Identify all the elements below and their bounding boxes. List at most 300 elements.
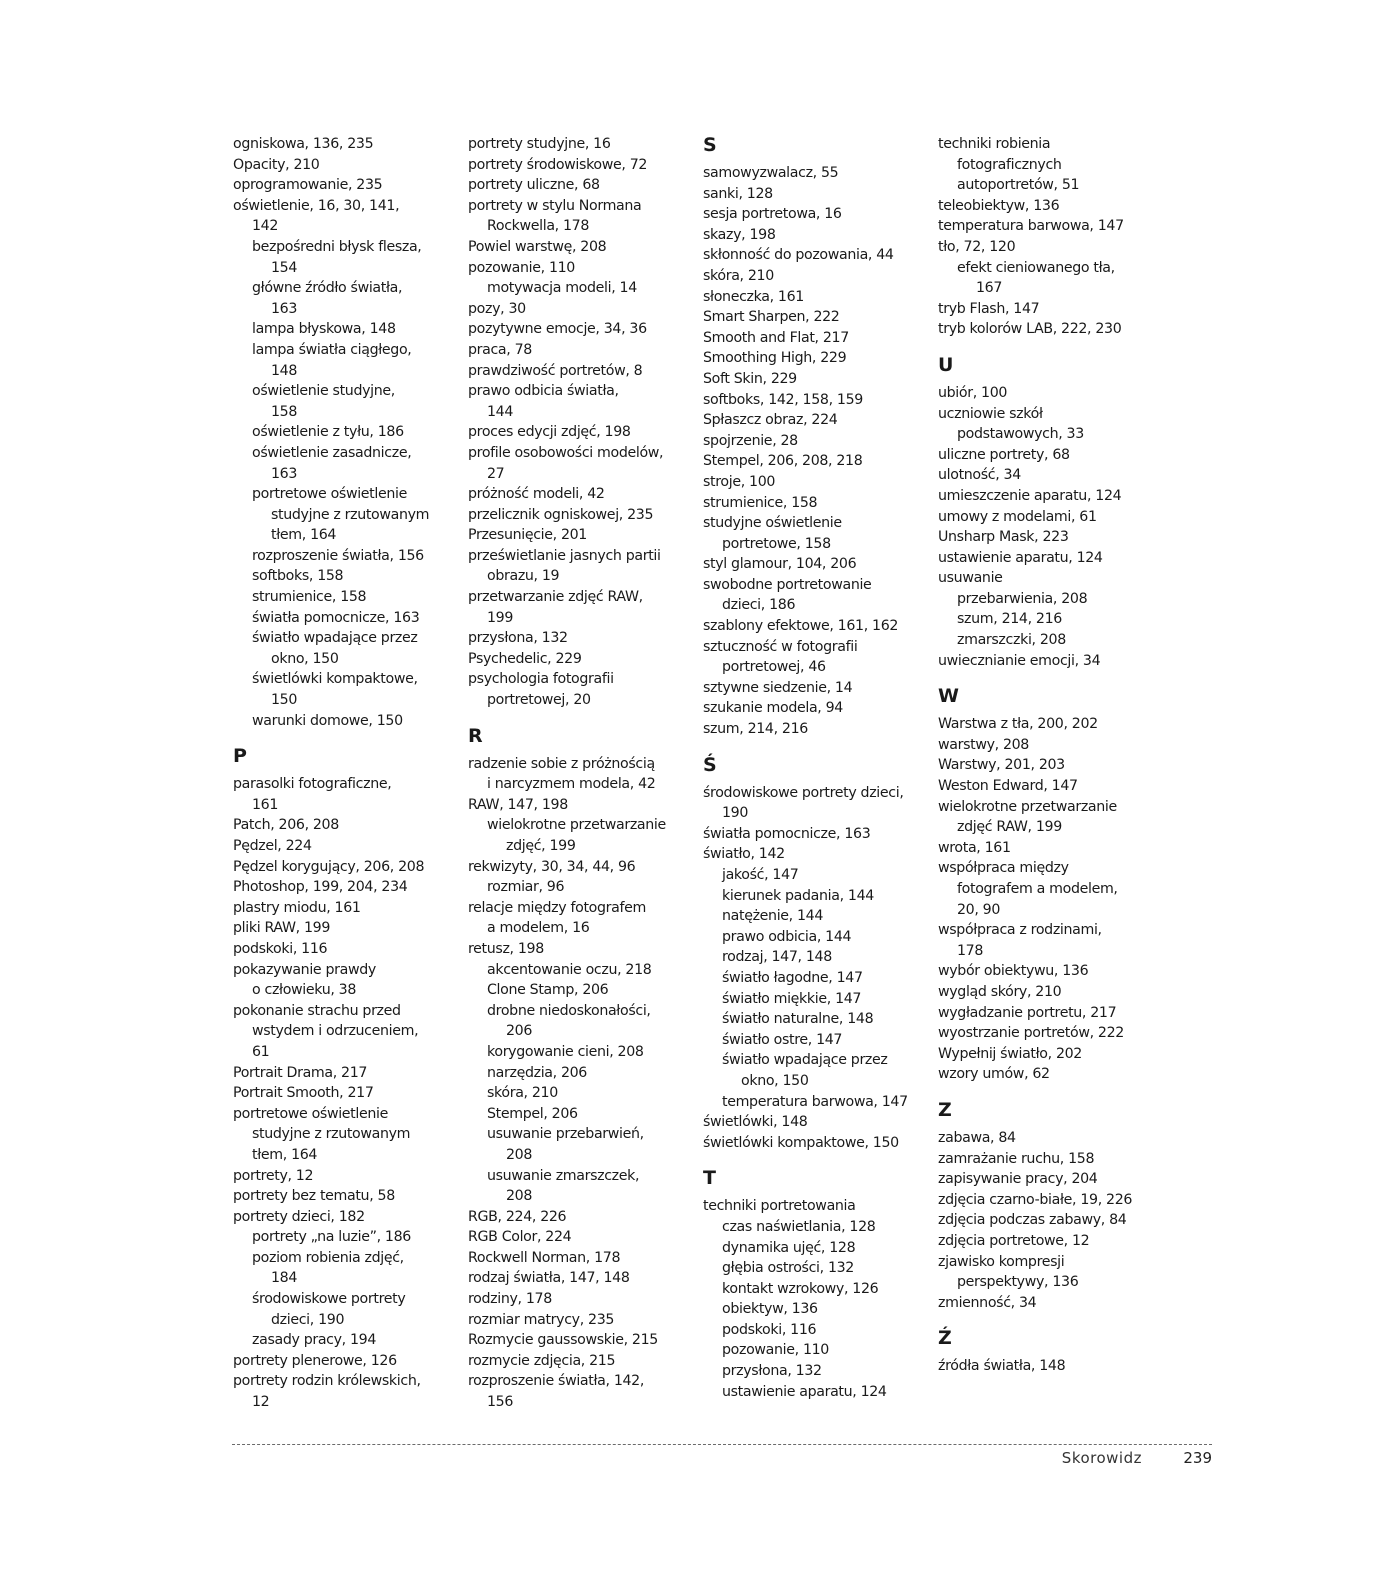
index-entry-text: ustawienie aparatu, 124 — [938, 549, 1103, 566]
index-entry-continuation: studyjne z rzutowanym — [271, 506, 430, 523]
index-entry-text: światło ostre, 147 — [722, 1031, 843, 1048]
index-entry — [938, 383, 1168, 404]
index-entry — [233, 1371, 463, 1412]
index-entry — [703, 451, 933, 472]
index-subentry — [233, 608, 463, 629]
index-entry-text: środowiskowe portrety — [252, 1291, 406, 1308]
index-entry-text: obiektyw, 136 — [722, 1301, 818, 1318]
index-entry-text: narzędzia, 206 — [487, 1064, 587, 1081]
index-entry-text: współpraca między — [938, 860, 1069, 877]
index-entry — [938, 1231, 1168, 1252]
section-letter: T — [703, 1167, 716, 1190]
index-entry — [468, 857, 698, 878]
index-entry — [938, 1044, 1168, 1065]
index-entry-text: lampa błyskowa, 148 — [252, 321, 396, 338]
index-entry — [938, 445, 1168, 466]
index-entry-text: Opacity, 210 — [233, 156, 320, 173]
index-entry-text: Pędzel korygujący, 206, 208 — [233, 858, 425, 875]
index-subentry — [703, 1320, 933, 1341]
index-entry — [938, 568, 1168, 589]
index-entry-text: rodzaj, 147, 148 — [722, 949, 832, 966]
index-subentry — [233, 587, 463, 608]
index-entry-text: techniki portretowania — [703, 1198, 856, 1215]
index-entry — [468, 1371, 698, 1412]
index-entry — [468, 1227, 698, 1248]
index-entry-text: rozproszenie światła, 156 — [252, 547, 424, 564]
index-entry — [938, 134, 1168, 196]
index-entry-text: świetlówki, 148 — [703, 1114, 808, 1131]
index-entry-text: samowyzwalacz, 55 — [703, 165, 839, 181]
index-subentry — [233, 711, 463, 732]
index-subentry — [233, 546, 463, 567]
index-entry-continuation: dzieci, 190 — [271, 1311, 345, 1328]
index-entry-text: próżność modeli, 42 — [468, 486, 605, 503]
index-entry-continuation: a modelem, 16 — [487, 920, 590, 937]
index-entry-text: Portrait Smooth, 217 — [233, 1085, 374, 1102]
index-column-4 — [938, 134, 1168, 1377]
index-entry — [468, 319, 698, 340]
index-entry-text: Smart Sharpen, 222 — [703, 309, 840, 326]
index-entry — [468, 628, 698, 649]
index-entry-text: parasolki fotograficzne, — [233, 776, 392, 793]
index-subentry — [703, 1258, 933, 1279]
index-entry-text: zjawisko kompresji — [938, 1253, 1065, 1270]
index-entry — [938, 507, 1168, 528]
index-subentry — [703, 906, 933, 927]
index-entry-continuation: 156 — [487, 1394, 514, 1411]
index-entry-text: portrety, 12 — [233, 1167, 314, 1184]
index-entry — [233, 1063, 463, 1084]
index-entry — [938, 196, 1168, 217]
index-entry — [233, 1351, 463, 1372]
index-entry — [468, 1248, 698, 1269]
index-entry-text: rekwizyty, 30, 34, 44, 96 — [468, 858, 636, 875]
index-entry — [938, 1023, 1168, 1044]
index-entry — [703, 204, 933, 225]
index-entry — [233, 877, 463, 898]
index-subentry — [233, 1227, 463, 1248]
index-entry-continuation: 161 — [252, 796, 279, 813]
index-subentry — [703, 886, 933, 907]
section-letter: S — [703, 134, 717, 156]
index-entry — [703, 184, 933, 205]
index-entry — [233, 939, 463, 960]
index-entry — [938, 527, 1168, 548]
index-entry-text: portretowe oświetlenie — [252, 486, 407, 503]
index-subentry — [703, 865, 933, 886]
index-entry — [938, 1293, 1168, 1314]
index-entry-text: Soft Skin, 229 — [703, 370, 797, 387]
index-entry-text: skóra, 210 — [703, 267, 774, 284]
index-subentry — [468, 1104, 698, 1125]
index-entry — [468, 587, 698, 628]
index-entry-text: Przesunięcie, 201 — [468, 527, 587, 544]
index-subentry — [703, 1279, 933, 1300]
index-entry-text: wybór obiektywu, 136 — [938, 963, 1089, 980]
index-subentry — [233, 566, 463, 587]
index-entry-text: warstwy, 208 — [938, 736, 1029, 753]
index-entry-text: usuwanie przebarwień, — [487, 1126, 644, 1143]
index-subentry — [233, 1330, 463, 1351]
index-subentry — [233, 669, 463, 710]
index-entry-continuation: studyjne z rzutowanym — [252, 1126, 411, 1143]
index-entry-text: źródła światła, 148 — [938, 1358, 1066, 1375]
index-entry — [468, 175, 698, 196]
index-subentry — [703, 927, 933, 948]
index-entry-text: Stempel, 206 — [487, 1105, 578, 1122]
index-entry — [938, 1190, 1168, 1211]
index-entry-text: szukanie modela, 94 — [703, 700, 843, 717]
index-entry-text: pozytywne emocje, 34, 36 — [468, 321, 647, 338]
index-entry-text: Rozmycie gaussowskie, 215 — [468, 1332, 658, 1349]
index-entry-text: usuwanie zmarszczek, — [487, 1167, 640, 1184]
index-entry-text: usuwanie — [938, 570, 1003, 587]
index-entry-text: natężenie, 144 — [722, 908, 824, 925]
index-entry-text: świetlówki kompaktowe, — [252, 671, 418, 688]
index-entry-text: światło naturalne, 148 — [722, 1011, 874, 1028]
index-entry — [938, 776, 1168, 797]
index-subentry — [938, 609, 1168, 630]
index-subentry — [233, 319, 463, 340]
index-entry-text: szum, 214, 216 — [957, 611, 1062, 628]
index-entry-text: głębia ostrości, 132 — [722, 1260, 854, 1277]
index-entry — [468, 754, 698, 795]
index-entry-text: portrety rodzin królewskich, — [233, 1373, 421, 1390]
index-entry-text: portretowe oświetlenie — [233, 1105, 388, 1122]
index-entry — [938, 858, 1168, 920]
index-entry-text: zamrażanie ruchu, 158 — [938, 1150, 1095, 1167]
index-entry-text: wielokrotne przetwarzanie — [938, 798, 1117, 815]
index-subentry — [703, 1092, 933, 1113]
index-entry — [703, 225, 933, 246]
index-entry-continuation: 20, 90 — [957, 901, 1001, 918]
index-entry-text: Psychedelic, 229 — [468, 650, 582, 667]
index-entry — [938, 1356, 1168, 1377]
index-entry-text: Weston Edward, 147 — [938, 778, 1078, 795]
index-entry-text: podskoki, 116 — [722, 1321, 817, 1338]
index-entry-text: światło, 142 — [703, 846, 785, 863]
index-entry-text: plastry miodu, 161 — [233, 899, 361, 916]
index-entry — [468, 649, 698, 670]
index-subentry — [703, 1050, 933, 1091]
index-entry-text: ubiór, 100 — [938, 384, 1008, 401]
index-entry — [233, 1207, 463, 1228]
index-entry-text: rozproszenie światła, 142, — [468, 1373, 645, 1390]
index-subentry — [468, 278, 698, 299]
index-entry-text: strumienice, 158 — [252, 589, 367, 606]
index-entry-text: szablony efektowe, 161, 162 — [703, 618, 899, 635]
index-entry — [938, 216, 1168, 237]
index-entry — [703, 369, 933, 390]
index-entry — [468, 795, 698, 816]
index-entry-text: przysłona, 132 — [468, 630, 568, 647]
index-subentry — [468, 1083, 698, 1104]
index-entry-continuation: fotografem a modelem, — [957, 881, 1118, 897]
index-entry — [703, 719, 933, 740]
index-subentry — [468, 1042, 698, 1063]
index-entry-text: pozowanie, 110 — [722, 1342, 829, 1359]
index-entry-text: softboks, 158 — [252, 568, 344, 585]
index-entry-continuation: tłem, 164 — [271, 527, 337, 544]
index-subentry — [703, 989, 933, 1010]
index-entry — [938, 465, 1168, 486]
index-entry-text: światła pomocnicze, 163 — [252, 609, 420, 626]
index-entry-text: portrety środowiskowe, 72 — [468, 156, 648, 173]
index-entry — [938, 651, 1168, 672]
index-entry-text: spojrzenie, 28 — [703, 432, 798, 449]
index-entry-text: portrety „na luzie”, 186 — [252, 1229, 411, 1246]
index-entry-text: sanki, 128 — [703, 185, 773, 202]
index-entry-continuation: autoportretów, 51 — [957, 177, 1080, 194]
index-entry-text: zmarszczki, 208 — [957, 632, 1066, 649]
index-entry-text: rodzaj światła, 147, 148 — [468, 1270, 630, 1287]
index-subentry — [703, 968, 933, 989]
index-entry-continuation: zdjęć RAW, 199 — [957, 819, 1062, 836]
index-entry-continuation: zdjęć, 199 — [506, 838, 576, 854]
index-subentry — [233, 1289, 463, 1330]
index-entry-text: zdjęcia podczas zabawy, 84 — [938, 1212, 1127, 1229]
index-entry — [468, 1207, 698, 1228]
index-entry — [468, 196, 698, 237]
index-entry-text: zapisywanie pracy, 204 — [938, 1171, 1098, 1188]
index-entry-text: prawdziwość portretów, 8 — [468, 362, 643, 379]
index-entry-text: pozowanie, 110 — [468, 259, 575, 276]
index-entry — [703, 1133, 933, 1154]
index-entry-text: świetlówki kompaktowe, 150 — [703, 1134, 899, 1151]
index-entry-text: sesja portretowa, 16 — [703, 206, 842, 223]
index-subentry — [233, 1248, 463, 1289]
index-entry-text: pokonanie strachu przed — [233, 1002, 401, 1019]
index-entry-text: wyostrzanie portretów, 222 — [938, 1025, 1124, 1042]
index-entry — [468, 484, 698, 505]
index-entry-text: warunki domowe, 150 — [252, 712, 403, 729]
index-subentry — [233, 443, 463, 484]
index-entry-text: światło miękkie, 147 — [722, 990, 862, 1007]
index-entry — [938, 755, 1168, 776]
index-entry-continuation: o człowieku, 38 — [252, 982, 357, 999]
index-entry-text: psychologia fotografii — [468, 671, 614, 688]
index-entry-text: Warstwa z tła, 200, 202 — [938, 716, 1098, 733]
index-entry — [938, 920, 1168, 961]
index-subentry — [468, 815, 698, 856]
index-entry-text: skazy, 198 — [703, 226, 776, 243]
index-entry-text: softboks, 142, 158, 159 — [703, 391, 863, 408]
index-entry-text: oświetlenie studyjne, — [252, 383, 395, 400]
index-entry-continuation: okno, 150 — [271, 650, 339, 667]
index-entry-continuation: 206 — [506, 1023, 533, 1040]
index-entry — [938, 1169, 1168, 1190]
index-entry-continuation: 178 — [957, 942, 984, 959]
index-entry-text: zdjęcia portretowe, 12 — [938, 1232, 1090, 1249]
index-entry — [703, 472, 933, 493]
index-subentry — [468, 1166, 698, 1207]
running-title: Skorowidz — [1061, 1449, 1142, 1467]
index-entry — [938, 1003, 1168, 1024]
index-entry — [233, 836, 463, 857]
index-entry-text: Clone Stamp, 206 — [487, 982, 609, 999]
section-letter: U — [938, 353, 954, 376]
index-subentry — [703, 1340, 933, 1361]
index-entry-text: strumienice, 158 — [703, 494, 818, 511]
index-entry — [703, 410, 933, 431]
section-letter: Z — [938, 1098, 952, 1121]
index-entry — [938, 982, 1168, 1003]
index-entry-continuation: wstydem i odrzuceniem, — [252, 1023, 419, 1040]
index-entry-text: Spłaszcz obraz, 224 — [703, 412, 838, 429]
index-entry — [468, 669, 698, 710]
index-entry-text: ogniskowa, 136, 235 — [233, 136, 374, 152]
index-entry-text: relacje między fotografem — [468, 899, 646, 916]
index-entry-text: ulotność, 34 — [938, 467, 1021, 484]
index-entry-text: środowiskowe portrety dzieci, — [703, 784, 904, 801]
index-entry-text: czas naświetlania, 128 — [722, 1218, 876, 1235]
index-entry-text: wygląd skóry, 210 — [938, 983, 1062, 1000]
index-subentry — [233, 340, 463, 381]
index-subentry — [703, 1217, 933, 1238]
index-entry — [703, 245, 933, 266]
index-entry-text: Smooth and Flat, 217 — [703, 329, 849, 346]
index-entry — [233, 1083, 463, 1104]
index-entry-text: wzory umów, 62 — [938, 1066, 1050, 1083]
index-entry-text: Wypełnij światło, 202 — [938, 1045, 1082, 1062]
index-entry-text: portrety bez tematu, 58 — [233, 1188, 395, 1205]
index-entry-continuation: obrazu, 19 — [487, 568, 560, 585]
index-entry-continuation: 142 — [252, 218, 279, 235]
index-entry-text: szum, 214, 216 — [703, 721, 808, 738]
index-entry-continuation: okno, 150 — [741, 1072, 809, 1089]
index-subentry — [468, 1124, 698, 1165]
index-entry-text: skłonność do pozowania, 44 — [703, 247, 894, 264]
index-entry — [468, 1310, 698, 1331]
index-entry-continuation: i narcyzmem modela, 42 — [487, 776, 656, 793]
index-entry-text: tryb kolorów LAB, 222, 230 — [938, 321, 1122, 338]
index-entry-text: umowy z modelami, 61 — [938, 508, 1097, 525]
index-entry — [703, 554, 933, 575]
index-entry — [938, 838, 1168, 859]
index-entry-continuation: portretowe, 158 — [722, 535, 831, 552]
index-entry-text: jakość, 147 — [722, 867, 799, 883]
index-subentry — [938, 589, 1168, 610]
index-entry — [468, 546, 698, 587]
index-entry-text: Smoothing High, 229 — [703, 350, 847, 367]
index-entry — [233, 815, 463, 836]
index-subentry — [233, 422, 463, 443]
index-entry-text: portrety studyjne, 16 — [468, 136, 611, 152]
index-column-3 — [703, 134, 933, 1402]
index-entry-text: prawo odbicia, 144 — [722, 928, 852, 945]
index-entry — [468, 340, 698, 361]
index-entry-text: współpraca z rodzinami, — [938, 922, 1102, 939]
index-entry-continuation: 12 — [252, 1394, 270, 1411]
index-entry — [703, 287, 933, 308]
index-entry — [938, 961, 1168, 982]
index-entry — [703, 1112, 933, 1133]
index-entry-text: uczniowie szkół — [938, 405, 1043, 422]
index-entry — [703, 328, 933, 349]
index-entry-text: wygładzanie portretu, 217 — [938, 1004, 1117, 1021]
index-entry-continuation: fotograficznych — [957, 156, 1062, 173]
index-entry-text: sztuczność w fotografii — [703, 638, 858, 655]
index-entry-continuation: 148 — [271, 362, 298, 379]
index-entry — [703, 698, 933, 719]
index-entry-text: motywacja modeli, 14 — [487, 280, 637, 297]
index-entry-text: podskoki, 116 — [233, 940, 328, 957]
index-entry-text: zdjęcia czarno-białe, 19, 226 — [938, 1191, 1133, 1208]
index-subentry — [938, 630, 1168, 651]
index-entry-text: Rockwell Norman, 178 — [468, 1249, 621, 1266]
index-entry-text: rodziny, 178 — [468, 1291, 552, 1308]
index-subentry — [703, 1009, 933, 1030]
index-subentry — [468, 877, 698, 898]
index-subentry — [703, 1030, 933, 1051]
index-entry — [233, 155, 463, 176]
index-entry — [938, 319, 1168, 340]
index-subentry — [468, 1001, 698, 1042]
index-entry-text: Patch, 206, 208 — [233, 817, 339, 834]
index-subentry — [703, 1361, 933, 1382]
index-entry-text: poziom robienia zdjęć, — [252, 1249, 404, 1266]
index-entry-text: radzenie sobie z próżnością — [468, 755, 655, 772]
index-subentry — [468, 1063, 698, 1084]
index-entry — [703, 307, 933, 328]
index-entry-text: oświetlenie, 16, 30, 141, — [233, 197, 400, 214]
index-entry-continuation: 61 — [252, 1043, 270, 1060]
page-number: 239 — [1183, 1449, 1212, 1467]
index-entry — [233, 960, 463, 1001]
index-entry-text: główne źródło światła, — [252, 280, 403, 297]
index-entry-text: wielokrotne przetwarzanie — [487, 817, 666, 834]
index-entry — [233, 1166, 463, 1187]
index-entry-text: słoneczka, 161 — [703, 288, 804, 305]
index-entry-text: dynamika ujęć, 128 — [722, 1239, 856, 1256]
index-entry-text: praca, 78 — [468, 341, 532, 358]
index-entry — [938, 299, 1168, 320]
index-entry-text: wrota, 161 — [938, 839, 1011, 856]
index-entry-continuation: Rockwella, 178 — [487, 218, 590, 235]
index-subentry — [233, 381, 463, 422]
index-subentry — [233, 484, 463, 546]
index-entry — [938, 486, 1168, 507]
index-entry-text: profile osobowości modelów, — [468, 444, 664, 461]
index-entry-continuation: 184 — [271, 1270, 298, 1287]
index-subentry — [938, 258, 1168, 299]
index-entry-continuation: 144 — [487, 403, 514, 420]
section-letter: Ś — [703, 753, 717, 776]
index-entry — [468, 258, 698, 279]
index-entry-text: rozmiar, 96 — [487, 879, 565, 896]
index-entry — [233, 196, 463, 237]
index-entry-text: przelicznik ogniskowej, 235 — [468, 506, 654, 523]
index-subentry — [703, 947, 933, 968]
index-entry-continuation: 167 — [976, 280, 1003, 297]
index-entry — [468, 525, 698, 546]
index-entry-text: prześwietlanie jasnych partii — [468, 547, 661, 564]
index-entry-text: temperatura barwowa, 147 — [938, 218, 1124, 235]
index-entry — [468, 1268, 698, 1289]
index-entry-text: oświetlenie zasadnicze, — [252, 444, 412, 461]
index-subentry — [703, 1299, 933, 1320]
index-entry-text: przetwarzanie zdjęć RAW, — [468, 589, 643, 606]
index-entry-text: portrety plenerowe, 126 — [233, 1352, 397, 1369]
index-entry — [233, 857, 463, 878]
index-entry — [468, 1330, 698, 1351]
index-entry-text: kontakt wzrokowy, 126 — [722, 1280, 879, 1297]
index-entry — [703, 513, 933, 554]
index-entry — [703, 678, 933, 699]
index-entry-text: akcentowanie oczu, 218 — [487, 961, 652, 978]
index-entry — [938, 714, 1168, 735]
index-entry — [703, 348, 933, 369]
